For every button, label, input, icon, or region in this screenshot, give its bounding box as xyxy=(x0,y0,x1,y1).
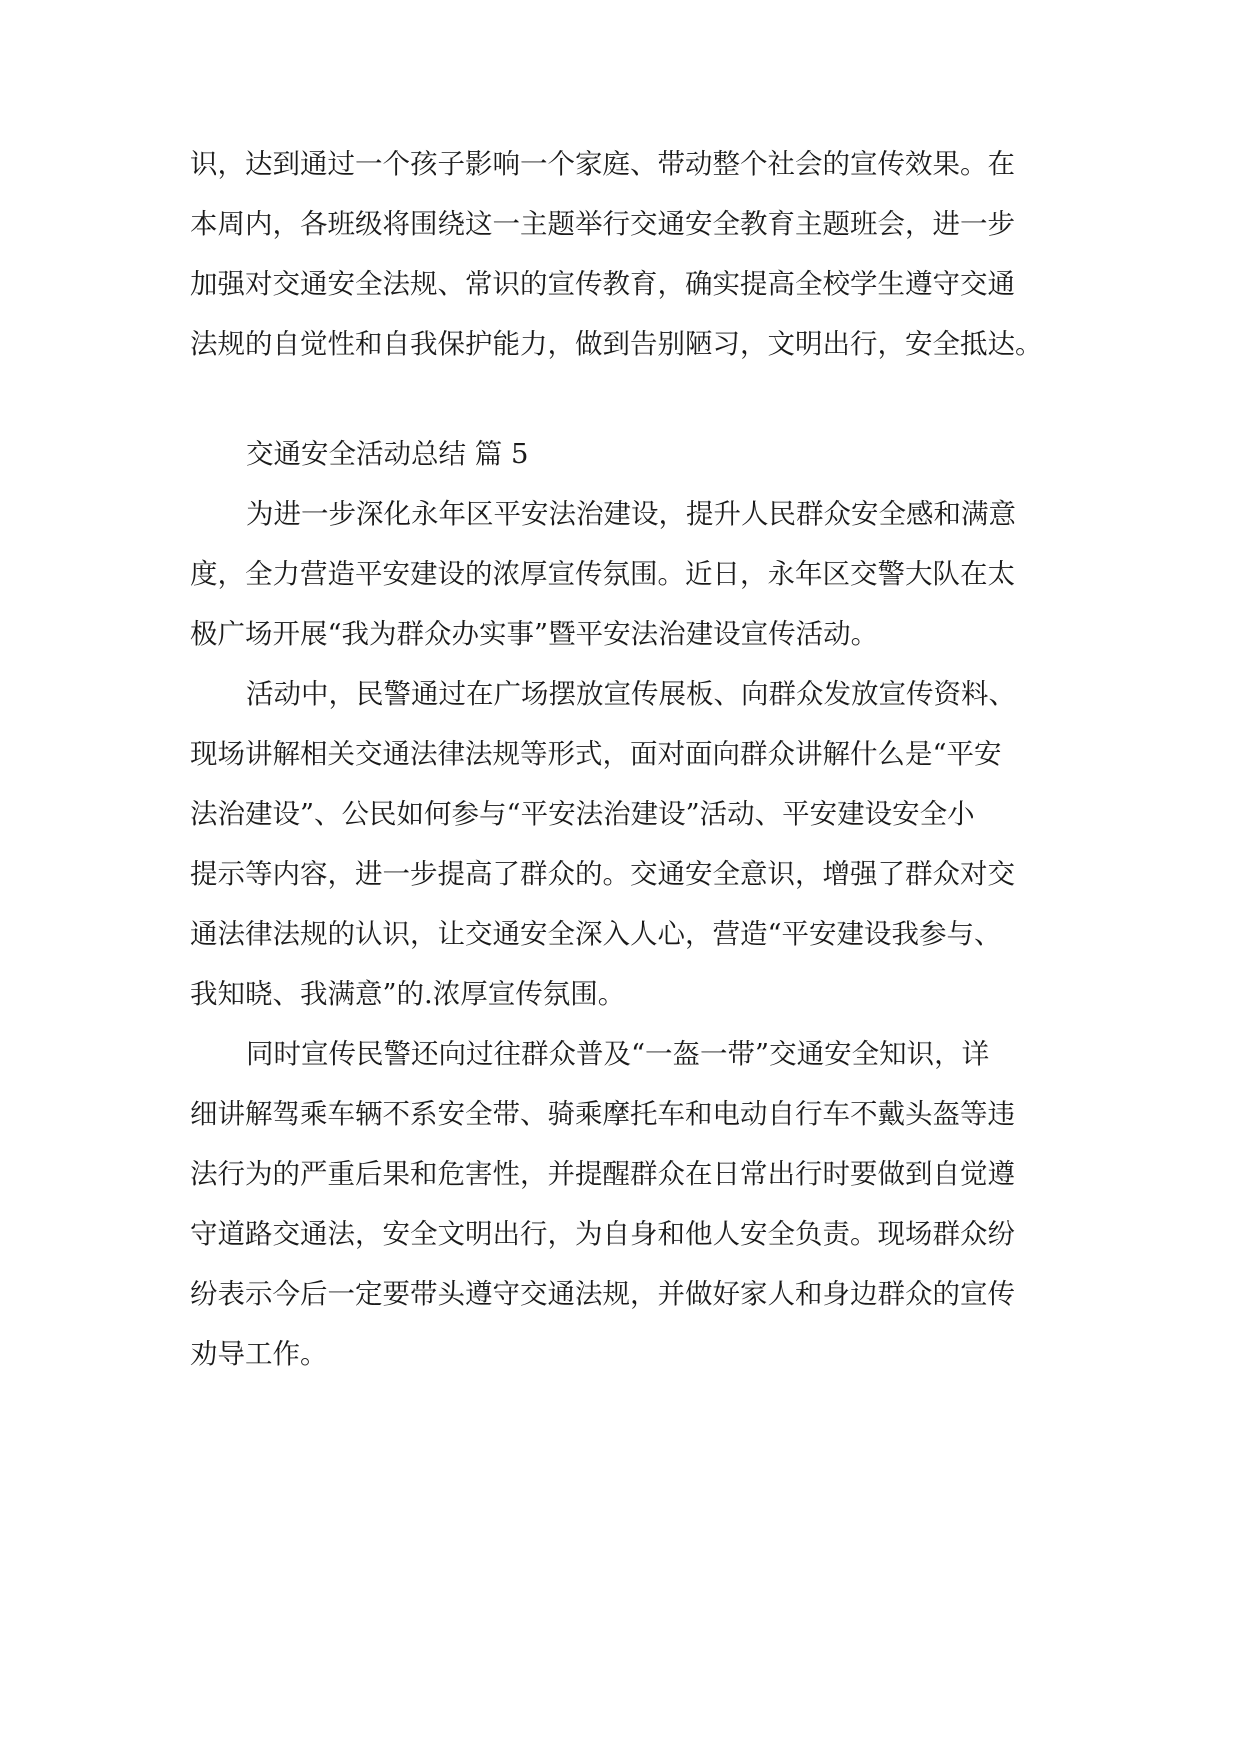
text-line: 守道路交通法，安全文明出行，为自身和他人安全负责。现场群众纷 xyxy=(190,1218,1015,1250)
text-line: 本周内，各班级将围绕这一主题举行交通安全教育主题班会，进一步 xyxy=(190,208,1015,240)
text-line: 极广场开展“我为群众办实事”暨平安法治建设宣传活动。 xyxy=(190,618,879,650)
text-line: 同时宣传民警还向过往群众普及“一盔一带”交通安全知识，详 xyxy=(246,1038,990,1070)
text-line: 现场讲解相关交通法律法规等形式，面对面向群众讲解什么是“平安 xyxy=(190,738,1002,770)
text-line: 细讲解驾乘车辆不系安全带、骑乘摩托车和电动自行车不戴头盔等违 xyxy=(190,1098,1015,1130)
text-line: 法治建设”、公民如何参与“平安法治建设”活动、平安建设安全小 xyxy=(190,798,975,830)
text-line: 为进一步深化永年区平安法治建设，提升人民群众安全感和满意 xyxy=(246,498,1016,530)
text-line: 劝导工作。 xyxy=(190,1338,328,1370)
text-line: 纷表示今后一定要带头遵守交通法规，并做好家人和身边群众的宣传 xyxy=(190,1278,1015,1310)
text-line: 法规的自觉性和自我保护能力，做到告别陋习，文明出行，安全抵达。 xyxy=(190,328,1043,360)
text-line: 法行为的严重后果和危害性，并提醒群众在日常出行时要做到自觉遵 xyxy=(190,1158,1015,1190)
text-line: 通法律法规的认识，让交通安全深入人心，营造“平安建设我参与、 xyxy=(190,918,1002,950)
text-line: 我知晓、我满意”的.浓厚宣传氛围。 xyxy=(190,978,626,1010)
text-line: 识，达到通过一个孩子影响一个家庭、带动整个社会的宣传效果。在 xyxy=(190,148,1015,180)
text-line: 提示等内容，进一步提高了群众的。交通安全意识，增强了群众对交 xyxy=(190,858,1015,890)
text-line: 加强对交通安全法规、常识的宣传教育，确实提高全校学生遵守交通 xyxy=(190,268,1015,300)
section-heading: 交通安全活动总结 篇 5 xyxy=(246,438,529,470)
text-line: 度，全力营造平安建设的浓厚宣传氛围。近日，永年区交警大队在太 xyxy=(190,558,1015,590)
text-line: 活动中，民警通过在广场摆放宣传展板、向群众发放宣传资料、 xyxy=(246,678,1016,710)
